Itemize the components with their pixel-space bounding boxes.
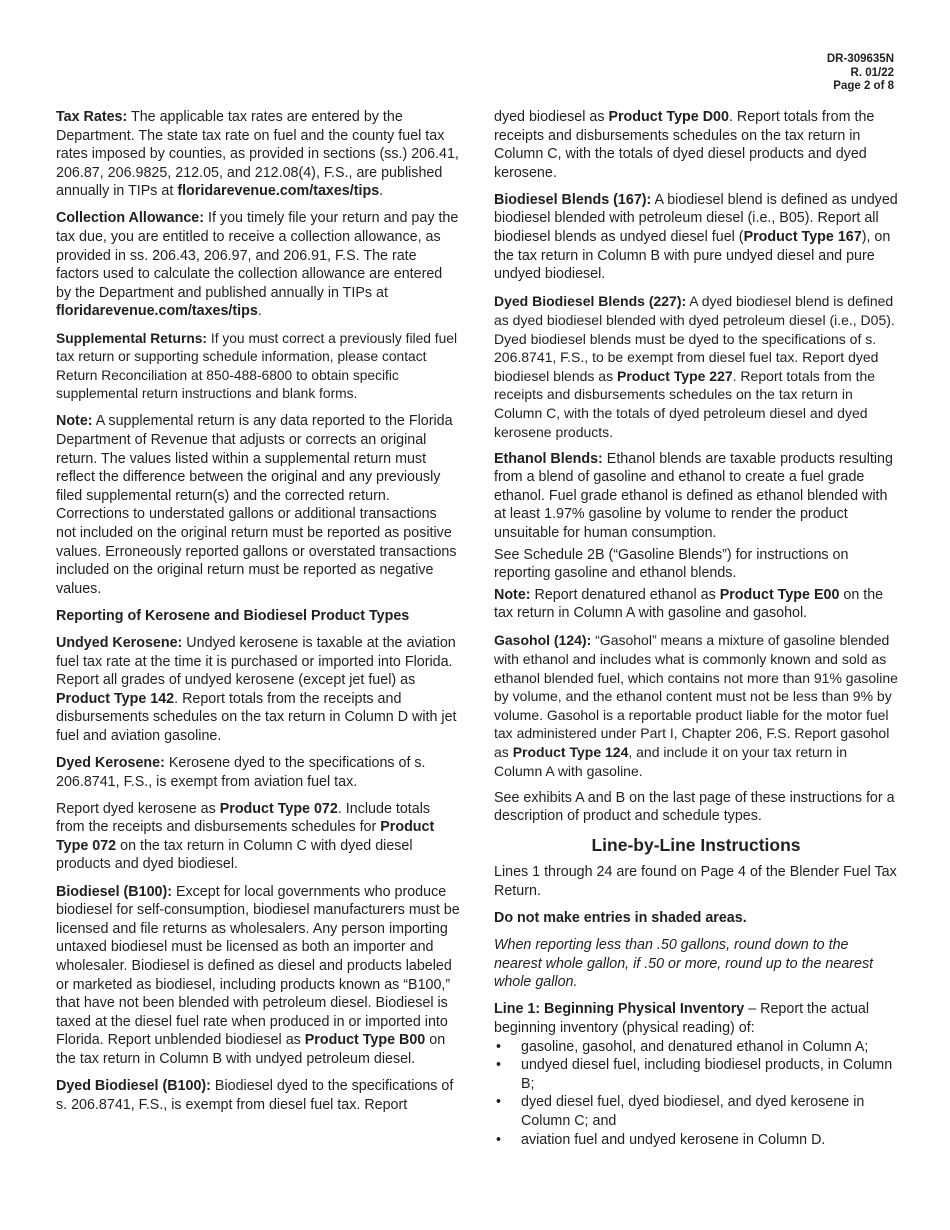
dyed-kerosene-paragraph: Dyed Kerosene: Kerosene dyed to the specifications of s. 206.8741, F.S., is exempt from aviation fuel tax.	[56, 755, 426, 790]
list-item: • undyed diesel fuel, including biodiesel products, in Column B;	[494, 1056, 898, 1093]
list-item: • dyed diesel fuel, dyed biodiesel, and dyed kerosene in Column C; and	[494, 1093, 898, 1130]
biodiesel-blends-paragraph: Biodiesel Blends (167): A biodiesel blend is defined as undyed biodiesel blended with petroleum diesel (i.e., B05). Report all biodiesel blends as undyed diesel fuel (Product Type 167), on the tax return in Column B with pure undyed diesel and pure undyed biodiesel.	[494, 191, 898, 283]
right-column	[494, 108, 898, 1149]
list-item: • aviation fuel and undyed kerosene in Column D.	[494, 1131, 898, 1150]
page-number: Page 2 of 8	[833, 80, 894, 92]
form-header	[827, 53, 894, 94]
left-column	[56, 108, 460, 1123]
form-revision: R. 01/22	[850, 66, 894, 79]
dyed-biodiesel-paragraph: Dyed Biodiesel (B100): Biodiesel dyed to the specifications of s. 206.8741, F.S., is exempt from diesel fuel tax. Report	[56, 1078, 454, 1113]
tax-rates-paragraph: Tax Rates: The applicable tax rates are entered by the Department. The state tax rate on fuel and the county fuel tax rates imposed by counties, as provided in sections (ss.) 206.41, 206.87, 206.9825, 212.05, and 212.08(4), F.S., are published annually in TIPs at floridarevenue.com/taxes/tips.	[56, 109, 459, 200]
dyed-biodiesel-cont-paragraph: dyed biodiesel as Product Type D00. Report totals from the receipts and disbursements schedules on the tax return in Column C, with the totals of dyed diesel products and dyed kerosene.	[494, 109, 875, 181]
gasohol-paragraph: Gasohol (124): “Gasohol” means a mixture of gasoline blended with ethanol and includes what is commonly known and sold as ethanol blended fuel, which contains not more than 91% gasoline by volume, and the ethanol content must not be less than 9% by volume. Gasohol is a reportable product liable for the motor fuel tax administered under Part I, Chapter 206, F.S. Report gasohol as Product Type 124, and include it on your tax return in Column A with gasoline.	[494, 632, 898, 779]
undyed-kerosene-paragraph: Undyed Kerosene: Undyed kerosene is taxable at the aviation fuel tax rate at the time it is purchased or imported into Florida. Report all grades of undyed kerosene (except jet fuel) as Product Type 142. Report totals from the receipts and disbursements schedules on the tax return in Column D with jet fuel and aviation gasoline.	[56, 634, 457, 744]
rounding-paragraph: When reporting less than .50 gallons, round down to the nearest whole gallon, if .50 or more, round up to the nearest whole gallon.	[494, 937, 874, 991]
line1-paragraph: Line 1: Beginning Physical Inventory – Report the actual beginning inventory (physical reading) of:	[494, 1001, 870, 1037]
see-exhibits-paragraph: See exhibits A and B on the last page of these instructions for a description of product and schedule types.	[494, 789, 895, 825]
ethanol-note-paragraph: Note: Report denatured ethanol as Product Type E00 on the tax return in Column A with gasoline and gasohol.	[494, 586, 884, 622]
supplemental-note-paragraph: Note: A supplemental return is any data reported to the Florida Department of Revenue that adjusts or corrects an original return. The values listed within a supplemental return must reflect the difference between the original and any previously filed supplemental return(s) and the corrected return. Corrections to understated gallons or additional transactions not included on the original return must be reported as positive values. Erroneously reported gallons or overstated transactions included on the original return must be reported as negative values.	[56, 413, 457, 597]
line-by-line-heading: Line-by-Line Instructions	[591, 835, 801, 856]
supplemental-returns-paragraph: Supplemental Returns: If you must correct a previously filed fuel tax return or supporting schedule information, please contact Return Reconciliation at 850-488-6800 to obtain specific supplemental return instructions and blank forms.	[56, 330, 458, 402]
list-item: • gasoline, gasohol, and denatured ethanol in Column A;	[494, 1038, 898, 1057]
no-entries-paragraph: Do not make entries in shaded areas.	[494, 910, 747, 927]
form-number: DR-309635N	[826, 53, 894, 65]
reporting-heading: Reporting of Kerosene and Biodiesel Product Types	[56, 607, 410, 624]
collection-allowance-paragraph: Collection Allowance: If you timely file your return and pay the tax due, you are entitled to receive a collection allowance, as provided in ss. 206.43, 206.97, and 206.91, F.S. The rate factors used to calculate the collection allowance are entered by the Department and published annually in TIPs at floridarevenue.com/taxes/tips.	[56, 210, 459, 320]
lines-found-paragraph: Lines 1 through 24 are found on Page 4 of the Blender Fuel Tax Return.	[494, 864, 897, 899]
ethanol-blends-paragraph: Ethanol Blends: Ethanol blends are taxable products resulting from a blend of gasoline and ethanol to create a fuel grade ethanol. Fuel grade ethanol is defined as ethanol blended with at least 1.97% gasoline by volume to render the product unsuitable for human consumption.	[494, 450, 893, 541]
dyed-kerosene-report-paragraph: Report dyed kerosene as Product Type 072. Include totals from the receipts and disbursements schedules for Product Type 072 on the tax return in Column C with dyed diesel products and dyed biodiesel.	[56, 800, 435, 873]
dyed-biodiesel-blends-paragraph: Dyed Biodiesel Blends (227): A dyed biodiesel blend is defined as dyed biodiesel blended with dyed petroleum diesel (i.e., D05). Dyed biodiesel blends must be dyed to the specifications of s. 206.8741, F.S., to be exempt from diesel fuel tax. Report dyed biodiesel blends as Product Type 227. Report totals from the receipts and disbursements schedules on the tax return in Column C, with the totals of dyed petroleum diesel and dyed kerosene products.	[494, 293, 895, 440]
tips-link[interactable]: floridarevenue.com/taxes/tips	[177, 183, 380, 200]
see-schedule-paragraph: See Schedule 2B (“Gasoline Blends”) for instructions on reporting gasoline and ethanol blends.	[494, 546, 849, 582]
line1-bullet-list	[494, 1038, 898, 1150]
biodiesel-paragraph: Biodiesel (B100): Except for local governments who produce biodiesel for self-consumption, biodiesel manufacturers must be licensed and file returns as wholesalers. Any person importing untaxed biodiesel must be licensed as both an importer and wholesaler. Biodiesel is defined as diesel and products labeled or marketed as biodiesel, including products known as “B100,” that have not been blended with petroleum diesel. Biodiesel is taxed at the diesel fuel rate when produced in or imported into Florida. Report unblended biodiesel as Product Type B00 on the tax return in Column B with undyed petroleum diesel.	[56, 883, 460, 1067]
tips-link[interactable]: floridarevenue.com/taxes/tips	[56, 303, 258, 320]
